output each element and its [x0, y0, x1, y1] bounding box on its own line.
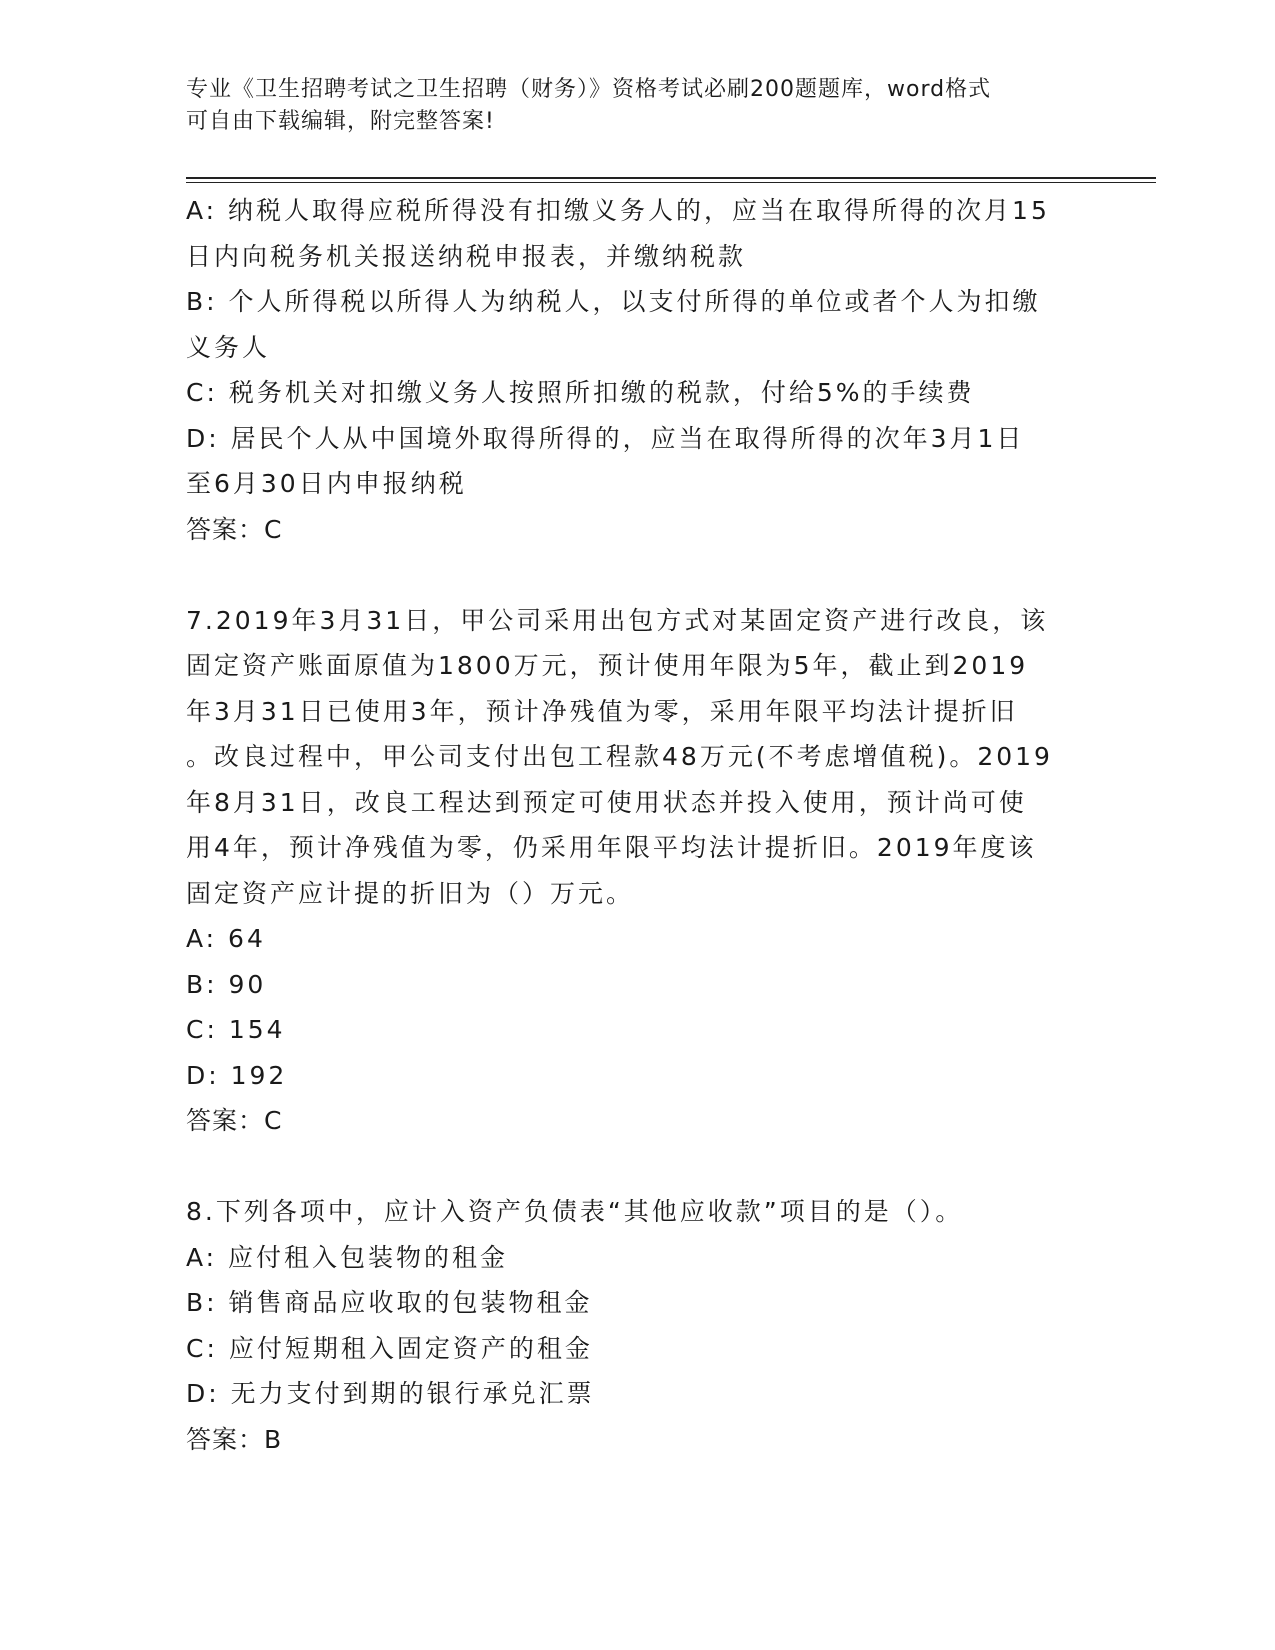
- question-7-stem-line: 年3月31日已使用3年，预计净残值为零，采用年限平均法计提折旧: [186, 696, 1018, 726]
- question-7-option-b: B: 90: [186, 969, 267, 999]
- question-8-option-a: A: 应付租入包装物的租金: [186, 1242, 509, 1272]
- answer-6: 答案：C: [186, 514, 283, 544]
- question-8-option-c: C: 应付短期租入固定资产的租金: [186, 1333, 593, 1363]
- question-8-stem: 8.下列各项中，应计入资产负债表“其他应收款”项目的是（）。: [186, 1197, 964, 1226]
- question-7-stem-line: 年8月31日，改良工程达到预定可使用状态并投入使用，预计尚可使: [186, 787, 1027, 817]
- question-8-option-d: D: 无力支付到期的银行承兑汇票: [186, 1379, 595, 1408]
- question-7-stem-line: 7.2019年3月31日，甲公司采用出包方式对某固定资产进行改良，该: [186, 605, 1049, 635]
- question-7-stem-line: 固定资产账面原值为1800万元，预计使用年限为5年，截止到2019: [186, 651, 1029, 680]
- question-8: [186, 1189, 1086, 1462]
- question-7-option-d: D: 192: [186, 1060, 288, 1090]
- option-b-line-1: B: 个人所得税以所得人为纳税人，以支付所得的单位或者个人为扣缴: [186, 287, 1041, 316]
- question-7-option-c: C: 154: [186, 1015, 286, 1044]
- question-7-stem-line: 用4年，预计净残值为零，仍采用年限平均法计提折旧。2019年度该: [186, 833, 1037, 862]
- question-6-options: [186, 188, 1086, 552]
- option-a-line-1: A: 纳税人取得应税所得没有扣缴义务人的，应当在取得所得的次月15: [186, 196, 1050, 225]
- header-divider-thick: [186, 177, 1156, 179]
- option-a-line-2: 日内向税务机关报送纳税申报表，并缴纳税款: [186, 241, 747, 271]
- question-7-stem-line: 。改良过程中，甲公司支付出包工程款48万元(不考虑增值税)。2019: [186, 742, 1053, 771]
- document-header: [186, 74, 1066, 138]
- document-body: [186, 188, 1086, 1462]
- question-7-stem-line: 固定资产应计提的折旧为（）万元。: [186, 878, 635, 908]
- answer-8: 答案：B: [186, 1424, 283, 1454]
- option-b-line-2: 义务人: [186, 332, 271, 362]
- option-d-line-1: D: 居民个人从中国境外取得所得的，应当在取得所得的次年3月1日: [186, 423, 1025, 453]
- header-line-2: 可自由下载编辑，附完整答案!: [186, 109, 495, 134]
- header-divider-thin: [186, 182, 1156, 183]
- answer-7: 答案：C: [186, 1106, 283, 1135]
- spacer: [186, 552, 1086, 598]
- question-8-option-b: B: 销售商品应收取的包装物租金: [186, 1288, 593, 1317]
- question-7: [186, 598, 1086, 1144]
- question-7-option-a: A: 64: [186, 924, 266, 953]
- option-c-line-1: C: 税务机关对扣缴义务人按照所扣缴的税款，付给5%的手续费: [186, 378, 975, 407]
- option-d-line-2: 至6月30日内申报纳税: [186, 469, 467, 498]
- spacer: [186, 1144, 1086, 1190]
- header-line-1: 专业《卫生招聘考试之卫生招聘（财务）》资格考试必刷200题题库，word格式: [186, 77, 992, 102]
